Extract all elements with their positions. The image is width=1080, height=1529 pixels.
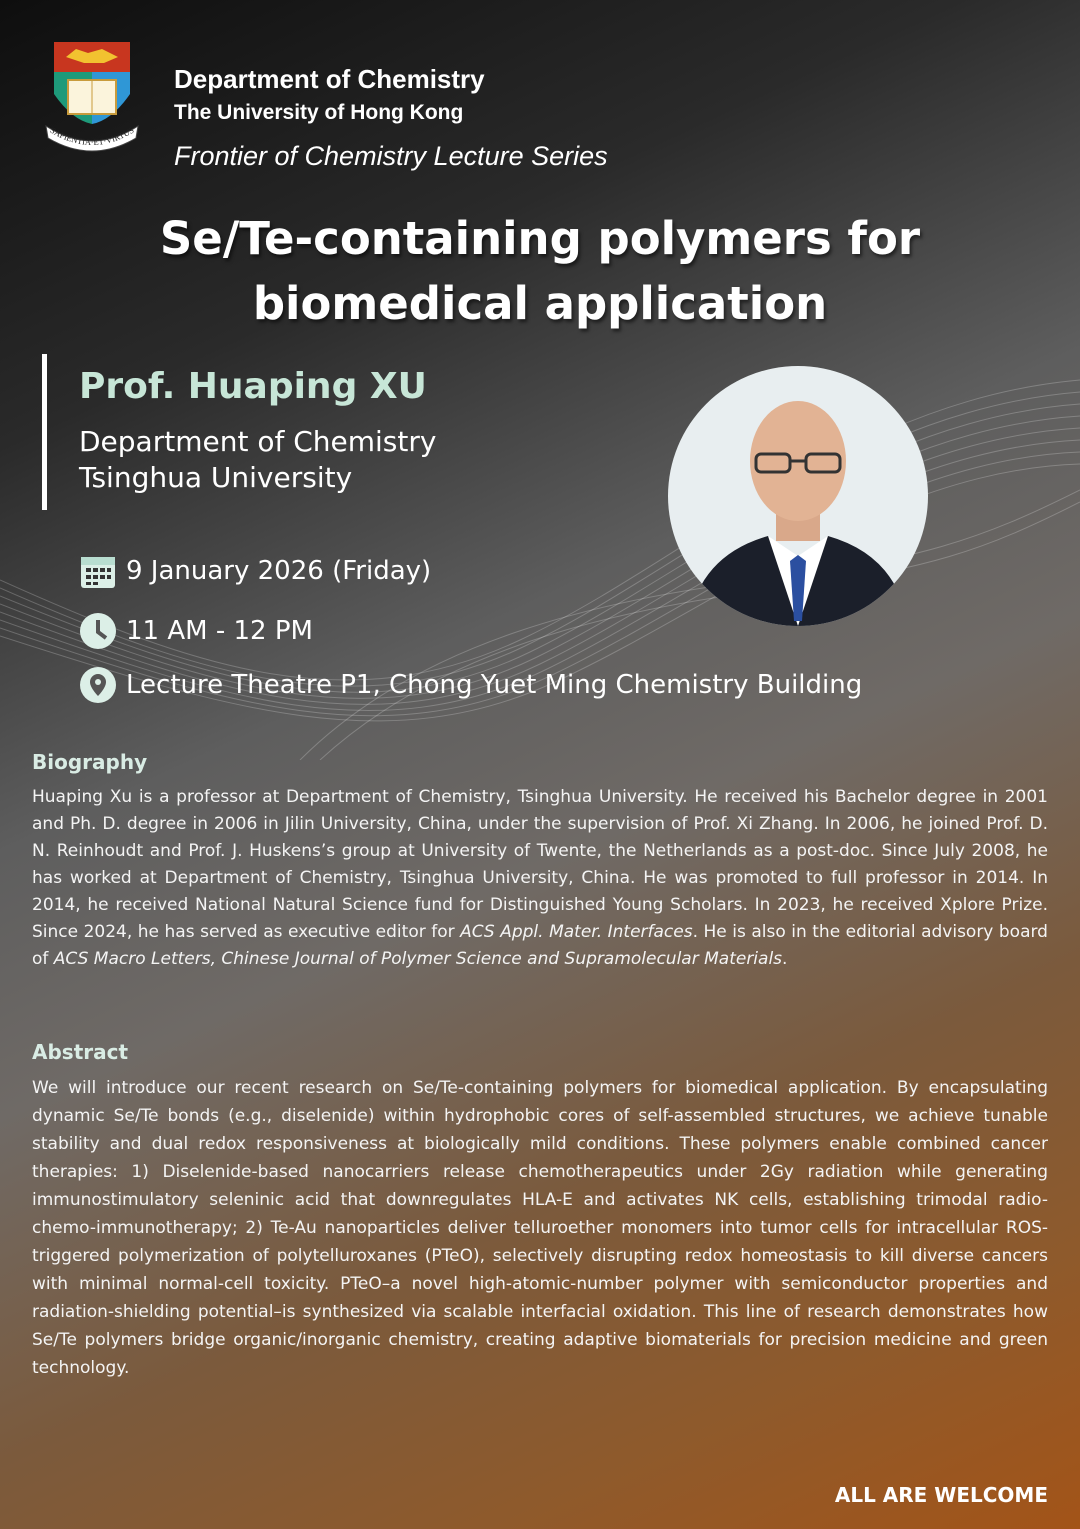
event-venue <box>79 666 862 704</box>
hku-crest-logo <box>46 42 138 154</box>
lecture-series: Frontier of Chemistry Lecture Series <box>174 141 608 171</box>
event-time <box>79 612 313 650</box>
department-name: Department of Chemistry <box>174 64 485 94</box>
bio-segment: . <box>782 949 788 969</box>
bio-segment: . He is also in the editorial advisory board of <box>32 922 1048 969</box>
biography-text <box>32 784 1048 973</box>
bio-segment: Huaping Xu is a professor at Department of Chemistry, Tsinghua University. He received his Bachelor degree in 2001 and Ph. D. degree in 2006 in Jilin University, China, under the supervision of Prof. Xi Zhang. In 2006, he joined Prof. D. N. Reinhoudt and Prof. J. Huskens’s group at University of Twente, the Netherlands as a post-doc. Since July 2008, he has worked at Department of Chemistry, Tsinghua University, China. He was promoted to full professor in 2014. In 2014, he received National Natural Science fund for Distinguished Young Scholars. In 2023, he received Xplore Prize. Since 2024, he has served as executive editor for <box>32 787 1048 942</box>
speaker-name: Prof. Huaping XU <box>79 366 427 407</box>
affiliation-department: Department of Chemistry <box>79 425 437 458</box>
title-line-2: biomedical application <box>252 277 828 330</box>
speaker-divider <box>42 354 47 510</box>
lecture-title <box>0 206 1080 336</box>
biography-heading: Biography <box>32 750 148 774</box>
event-date <box>79 552 431 590</box>
clock-icon <box>79 612 117 650</box>
time-text: 11 AM - 12 PM <box>126 616 313 646</box>
all-are-welcome: ALL ARE WELCOME <box>834 1483 1048 1507</box>
location-pin-icon <box>79 666 117 704</box>
abstract-text: We will introduce our recent research on Se/Te-containing polymers for biomedical application. By encapsulating dynamic Se/Te bonds (e.g., diselenide) within hydrophobic cores of self-assembled structures, we achieve tunable stability and dual redox responsiveness at biologically mild conditions. These polymers enable combined cancer therapies: 1) Diselenide-based nanocarriers release chemotherapeutics under 2Gy radiation while generating immunostimulatory seleninic acid that downregulates HLA-E and activates NK cells, establishing trimodal radio-chemo-immunotherapy; 2) Te-Au nanoparticles deliver telluroether monomers into tumor cells for intracellular ROS-triggered polymerization of polytelluroxanes (PTeO), selectively disrupting redox homeostasis to kill diverse cancers with minimal normal-cell toxicity. PTeO–a novel high-atomic-number polymer with semiconductor properties and radiation-shielding potential–is synthesized via scalable interfacial oxidation. This line of research demonstrates how Se/Te polymers bridge organic/inorganic chemistry, creating adaptive biomaterials for precision medicine and green technology. <box>32 1078 1048 1378</box>
title-line-1: Se/Te-containing polymers for <box>159 212 921 265</box>
bio-journals: ACS Macro Letters, Chinese Journal of Polymer Science and Supramolecular Materials <box>53 949 783 969</box>
abstract-heading: Abstract <box>32 1040 129 1064</box>
calendar-icon <box>79 552 117 590</box>
venue-text: Lecture Theatre P1, Chong Yuet Ming Chemistry Building <box>126 670 863 700</box>
speaker-photo <box>668 366 928 626</box>
university-name: The University of Hong Kong <box>174 101 464 124</box>
date-text: 9 January 2026 (Friday) <box>126 556 432 586</box>
bio-journal: ACS Appl. Mater. Interfaces <box>460 922 693 942</box>
affiliation-university: Tsinghua University <box>79 461 353 494</box>
crest-motto-text: SAPIENTIA·ET·VIRTUS <box>48 124 136 148</box>
speaker-affiliation <box>79 424 436 496</box>
